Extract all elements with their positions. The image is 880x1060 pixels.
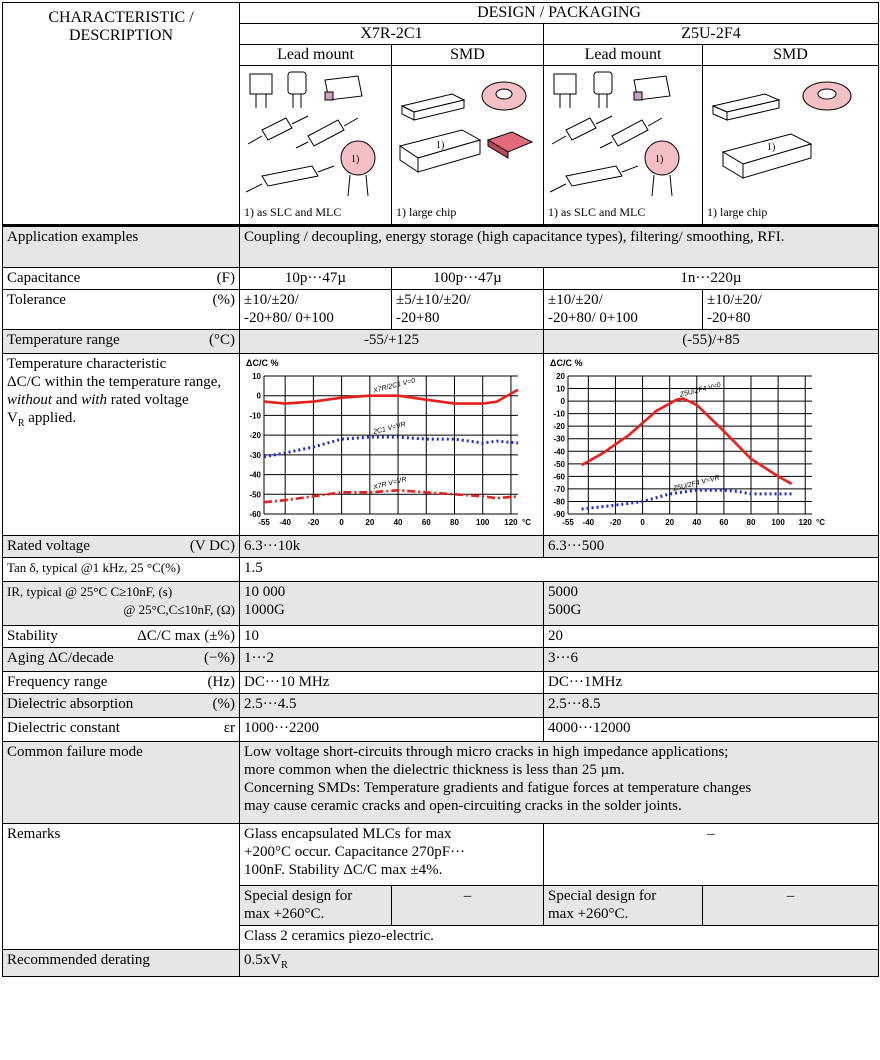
row-label-derating: Recommended derating bbox=[3, 950, 240, 977]
ir-z5u: 5000 500G bbox=[544, 582, 879, 626]
lead-mount-illustration bbox=[240, 66, 392, 226]
row-label-application: Application examples bbox=[3, 226, 240, 268]
capacitance-z5u: 1n···220µ bbox=[544, 268, 879, 290]
y-tick-label: -50 bbox=[249, 490, 261, 500]
chart-z5u bbox=[544, 354, 879, 536]
series-label: X7R/2C1 V=0 bbox=[372, 377, 417, 395]
header-smd: SMD bbox=[392, 45, 544, 66]
row-label-stability: Stability ΔC/C max (±%) bbox=[3, 626, 240, 648]
row-label-constant: Dielectric constant εr bbox=[3, 718, 240, 742]
y-tick-label: 0 bbox=[256, 391, 261, 401]
aging-x7r: 1···2 bbox=[240, 648, 544, 672]
x-tick-label: 60 bbox=[421, 518, 431, 527]
x-tick-label: 20 bbox=[365, 518, 375, 527]
temp-range-x7r: -55/+125 bbox=[240, 330, 544, 354]
row-label-aging: Aging ΔC/decade (−%) bbox=[3, 648, 240, 672]
row-label-failure: Common failure mode bbox=[3, 742, 240, 824]
x-tick-label: 0 bbox=[339, 518, 344, 527]
special-design-x7r-smd: – bbox=[392, 886, 544, 926]
absorption-x7r: 2.5···4.5 bbox=[240, 694, 544, 718]
z5u-chart-svg bbox=[544, 354, 874, 534]
series-line bbox=[264, 390, 518, 404]
chart-x7r bbox=[240, 354, 544, 536]
tolerance-x7r-smd: ±5/±10/±20/ -20+80 bbox=[392, 290, 544, 330]
header-smd: SMD bbox=[703, 45, 879, 66]
x-tick-label: 20 bbox=[665, 518, 675, 527]
row-label-temp-char: Temperature characteristic ΔC/C within the temperature range, without and with rated voltage $V_R$ applied. bbox=[3, 354, 240, 536]
y-tick-label: 20 bbox=[556, 372, 565, 381]
y-tick-label: 10 bbox=[252, 372, 261, 381]
y-tick-label: 0 bbox=[560, 397, 565, 407]
piezo-remark: Class 2 ceramics piezo-electric. bbox=[240, 926, 879, 950]
remarks-x7r: Glass encapsulated MLCs for max +200°C occur. Capacitance 270pF··· 100nF. Stability ΔC/C max ±4%. bbox=[240, 824, 544, 886]
capacitance-x7r-lead: 10p···47µ bbox=[240, 268, 392, 290]
header-x7r: X7R-2C1 bbox=[240, 24, 544, 45]
smd-illustration bbox=[392, 66, 544, 226]
spec-table bbox=[2, 2, 879, 977]
stability-x7r: 10 bbox=[240, 626, 544, 648]
series-line bbox=[264, 437, 518, 457]
x-tick-label: 100 bbox=[476, 518, 490, 527]
y-axis-label: ΔC/C % bbox=[550, 358, 583, 368]
x-tick-label: 120 bbox=[504, 518, 518, 527]
remarks-z5u: – bbox=[544, 824, 879, 886]
series-label: Z5U/2F4 V=0 bbox=[679, 381, 722, 399]
note-lead: 1) as SLC and MLC bbox=[244, 205, 342, 219]
x-tick-label: 80 bbox=[746, 518, 756, 527]
header-lead-mount: Lead mount bbox=[544, 45, 703, 66]
y-tick-label: -30 bbox=[249, 450, 261, 460]
y-tick-label: 10 bbox=[556, 384, 565, 394]
x-tick-label: 120 bbox=[798, 518, 812, 527]
x-tick-label: 0 bbox=[640, 518, 645, 527]
y-tick-label: -40 bbox=[249, 470, 261, 480]
special-design-z5u-smd: – bbox=[703, 886, 879, 926]
y-tick-label: -20 bbox=[249, 431, 261, 441]
row-label-ir: IR, typical @ 25°C C≥10nF, (s) @ 25°C,C≤10nF, (Ω) bbox=[3, 582, 240, 626]
aging-z5u: 3···6 bbox=[544, 648, 879, 672]
series-line bbox=[264, 490, 518, 502]
x-tick-label: 100 bbox=[771, 518, 785, 527]
row-label-tan: Tan δ, typical @1 kHz, 25 °C(%) bbox=[3, 558, 240, 582]
rated-voltage-z5u: 6.3···500 bbox=[544, 536, 879, 558]
tolerance-z5u-smd: ±10/±20/ -20+80 bbox=[703, 290, 879, 330]
note-smd: 1) large chip bbox=[396, 205, 457, 219]
derating-value: $0.5xV_R$ bbox=[240, 950, 879, 977]
y-axis-label: ΔC/C % bbox=[246, 358, 279, 368]
x-tick-label: 40 bbox=[692, 518, 702, 527]
y-tick-label: -90 bbox=[553, 510, 565, 519]
temp-range-z5u: (-55)/+85 bbox=[544, 330, 879, 354]
x-tick-label: 40 bbox=[393, 518, 403, 527]
header-design: DESIGN / PACKAGING bbox=[240, 3, 879, 24]
special-design-z5u: Special design for max +260°C. bbox=[544, 886, 703, 926]
note-lead: 1) as SLC and MLC bbox=[548, 205, 646, 219]
note-smd: 1) large chip bbox=[707, 205, 768, 219]
lead-mount-illustration bbox=[544, 66, 703, 226]
constant-z5u: 4000···12000 bbox=[544, 718, 879, 742]
x-tick-label: -20 bbox=[307, 518, 320, 527]
x-axis-label: °C bbox=[522, 518, 531, 527]
y-tick-label: -10 bbox=[553, 409, 565, 419]
y-tick-label: -60 bbox=[553, 472, 565, 482]
x-tick-label: 60 bbox=[719, 518, 729, 527]
constant-x7r: 1000···2200 bbox=[240, 718, 544, 742]
header-characteristic: CHARACTERISTIC / DESCRIPTION bbox=[3, 3, 240, 226]
capacitance-x7r-smd: 100p···47µ bbox=[392, 268, 544, 290]
tan-value: 1.5 bbox=[240, 558, 879, 582]
fig-marker: 1) bbox=[655, 154, 664, 165]
x-tick-label: -55 bbox=[562, 518, 574, 527]
special-design-x7r: Special design for max +260°C. bbox=[240, 886, 392, 926]
x-tick-label: -40 bbox=[582, 518, 595, 527]
series-label: 2C1 V=VR bbox=[372, 421, 407, 437]
y-tick-label: -60 bbox=[249, 510, 261, 519]
x-tick-label: -55 bbox=[258, 518, 270, 527]
y-tick-label: -80 bbox=[553, 497, 565, 507]
row-label-rated-voltage: Rated voltage (V DC) bbox=[3, 536, 240, 558]
x-axis-label: °C bbox=[816, 518, 825, 527]
smd-illustration bbox=[703, 66, 879, 226]
y-tick-label: -20 bbox=[553, 422, 565, 432]
rated-voltage-x7r: 6.3···10k bbox=[240, 536, 544, 558]
frequency-x7r: DC···10 MHz bbox=[240, 672, 544, 694]
x7r-chart-svg bbox=[240, 354, 540, 534]
y-tick-label: -30 bbox=[553, 434, 565, 444]
fig-marker: 1) bbox=[436, 140, 445, 151]
row-label-frequency: Frequency range (Hz) bbox=[3, 672, 240, 694]
y-tick-label: -50 bbox=[553, 459, 565, 469]
fig-marker: 1) bbox=[767, 142, 776, 153]
y-tick-label: -40 bbox=[553, 447, 565, 457]
x-tick-label: -20 bbox=[609, 518, 622, 527]
tolerance-z5u-lead: ±10/±20/ -20+80/ 0+100 bbox=[544, 290, 703, 330]
tolerance-x7r-lead: ±10/±20/ -20+80/ 0+100 bbox=[240, 290, 392, 330]
row-label-absorption: Dielectric absorption (%) bbox=[3, 694, 240, 718]
row-label-temp-range: Temperature range (°C) bbox=[3, 330, 240, 354]
absorption-z5u: 2.5···8.5 bbox=[544, 694, 879, 718]
failure-value: Low voltage short-circuits through micro cracks in high impedance applications; more common when the dielectric thickness is less than 25 µm. Concerning SMDs: Temperature gradients and fatigue forces at temperature changes may cause ceramic cracks and open-circuiting cracks in the solder joints. bbox=[240, 742, 879, 824]
series-line bbox=[582, 490, 792, 509]
x-tick-label: 80 bbox=[450, 518, 459, 527]
fig-marker: 1) bbox=[351, 154, 360, 165]
ir-x7r: 10 000 1000G bbox=[240, 582, 544, 626]
series-line bbox=[582, 399, 792, 484]
y-tick-label: -10 bbox=[249, 411, 261, 421]
series-label: Z5U/2F4 V=VR bbox=[672, 474, 721, 493]
y-tick-label: -70 bbox=[553, 484, 565, 494]
x-tick-label: -40 bbox=[279, 518, 291, 527]
row-label-remarks: Remarks bbox=[3, 824, 240, 950]
frequency-z5u: DC···1MHz bbox=[544, 672, 879, 694]
row-label-capacitance: Capacitance (F) bbox=[3, 268, 240, 290]
series-label: X7R V=VR bbox=[372, 476, 408, 492]
header-z5u: Z5U-2F4 bbox=[544, 24, 879, 45]
stability-z5u: 20 bbox=[544, 626, 879, 648]
row-label-tolerance: Tolerance (%) bbox=[3, 290, 240, 330]
application-value: Coupling / decoupling, energy storage (high capacitance types), filtering/ smoothing, RFI. bbox=[240, 226, 879, 268]
header-lead-mount: Lead mount bbox=[240, 45, 392, 66]
